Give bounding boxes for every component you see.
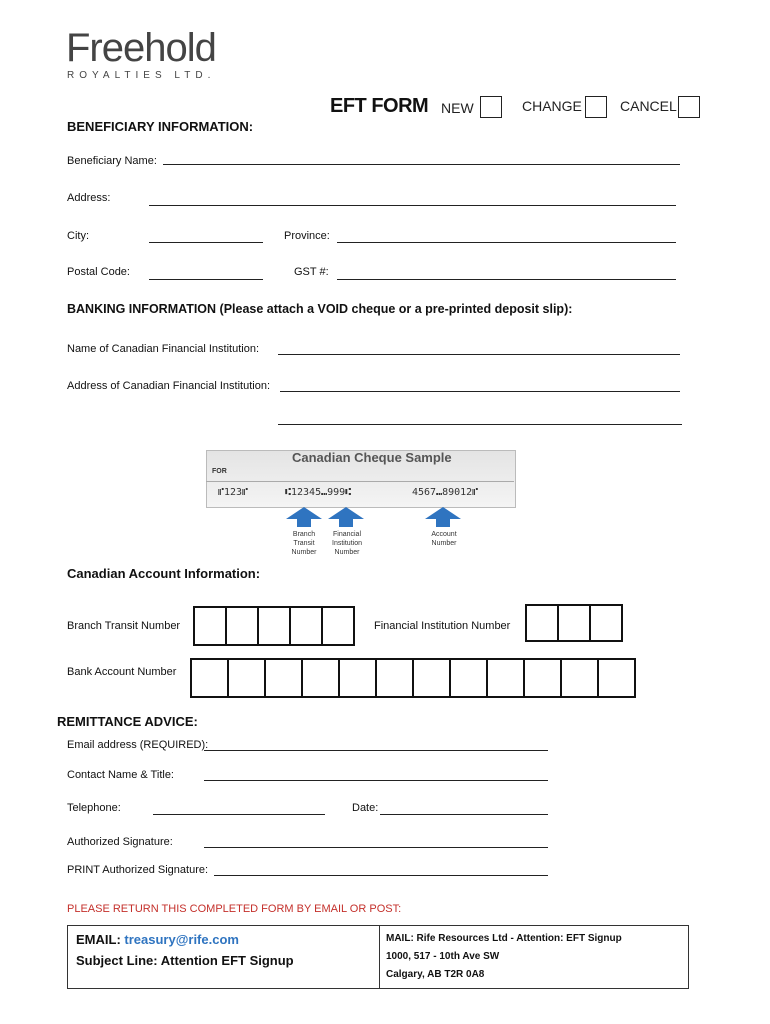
- digit-box[interactable]: [559, 606, 591, 640]
- signature-label: Authorized Signature:: [67, 836, 173, 848]
- digit-box[interactable]: [377, 660, 414, 696]
- postal-code-label: Postal Code:: [67, 266, 130, 278]
- mail-line-1: MAIL: Rife Resources Ltd - Attention: EFT Signup: [386, 933, 622, 944]
- bank-account-boxes[interactable]: [190, 658, 636, 698]
- caption-financial-institution: Financial Institution Number: [332, 531, 362, 556]
- arrow-up-icon: [286, 507, 322, 519]
- option-cancel-label: CANCEL: [620, 98, 677, 114]
- digit-box[interactable]: [591, 606, 621, 640]
- signature-field[interactable]: [204, 847, 548, 848]
- digit-box[interactable]: [227, 608, 259, 644]
- digit-box[interactable]: [562, 660, 599, 696]
- gst-label: GST #:: [294, 266, 329, 278]
- print-signature-label: PRINT Authorized Signature:: [67, 864, 209, 876]
- email-label: Email address (REQUIRED):: [67, 739, 209, 751]
- beneficiary-name-field[interactable]: [163, 164, 680, 165]
- digit-box[interactable]: [527, 606, 559, 640]
- banking-heading: BANKING INFORMATION (Please attach a VOID cheque or a pre-printed deposit slip):: [67, 302, 573, 316]
- institution-address-label: Address of Canadian Financial Institution:: [67, 380, 271, 392]
- contact-field[interactable]: [204, 780, 548, 781]
- form-title: EFT FORM: [330, 95, 429, 117]
- digit-box[interactable]: [259, 608, 291, 644]
- cheque-sample-title: Canadian Cheque Sample: [292, 450, 452, 465]
- institution-name-label: Name of Canadian Financial Institution:: [67, 343, 259, 355]
- digit-box[interactable]: [266, 660, 303, 696]
- option-new-label: NEW: [441, 100, 474, 116]
- return-info-box: [67, 925, 689, 989]
- email-field[interactable]: [204, 750, 548, 751]
- cheque-for-label: FOR: [212, 468, 227, 475]
- return-notice: PLEASE RETURN THIS COMPLETED FORM BY EMAIL OR POST:: [67, 903, 402, 915]
- cheque-micr-account: 4567⑉89012⑈: [412, 487, 479, 498]
- mail-section: [380, 926, 688, 988]
- option-change-checkbox[interactable]: [585, 96, 607, 118]
- city-label: City:: [67, 230, 89, 242]
- arrow-stem: [297, 519, 311, 527]
- arrow-stem: [339, 519, 353, 527]
- mail-line-3: Calgary, AB T2R 0A8: [386, 969, 485, 980]
- account-heading: Canadian Account Information:: [67, 566, 261, 581]
- institution-number-boxes[interactable]: [525, 604, 623, 642]
- digit-box[interactable]: [303, 660, 340, 696]
- caption-branch-transit: Branch Transit Number: [291, 531, 317, 556]
- option-cancel-checkbox[interactable]: [678, 96, 700, 118]
- telephone-field[interactable]: [153, 814, 325, 815]
- digit-box[interactable]: [340, 660, 377, 696]
- bank-account-label: Bank Account Number: [67, 666, 177, 678]
- province-field[interactable]: [337, 242, 676, 243]
- return-subject-line: Subject Line: Attention EFT Signup: [76, 953, 294, 968]
- digit-box[interactable]: [599, 660, 634, 696]
- date-field[interactable]: [380, 814, 548, 815]
- digit-box[interactable]: [488, 660, 525, 696]
- digit-box[interactable]: [229, 660, 266, 696]
- digit-box[interactable]: [451, 660, 488, 696]
- digit-box[interactable]: [192, 660, 229, 696]
- address-label: Address:: [67, 192, 111, 204]
- digit-box[interactable]: [195, 608, 227, 644]
- email-section: [68, 926, 380, 988]
- gst-field[interactable]: [337, 279, 676, 280]
- option-new-checkbox[interactable]: [480, 96, 502, 118]
- arrow-up-icon: [425, 507, 461, 519]
- province-label: Province:: [284, 230, 330, 242]
- cheque-divider: [206, 481, 514, 482]
- address-field[interactable]: [149, 205, 676, 206]
- beneficiary-name-label: Beneficiary Name:: [67, 155, 157, 167]
- mail-line-2: 1000, 517 - 10th Ave SW: [386, 951, 500, 962]
- branch-transit-boxes[interactable]: [193, 606, 355, 646]
- company-logo-subtitle: ROYALTIES LTD.: [67, 70, 216, 81]
- digit-box[interactable]: [291, 608, 323, 644]
- company-logo: Freehold: [66, 26, 216, 70]
- institution-address-field[interactable]: [280, 391, 680, 392]
- digit-box[interactable]: [414, 660, 451, 696]
- return-email-label: EMAIL:: [76, 932, 121, 947]
- city-field[interactable]: [149, 242, 263, 243]
- branch-transit-label: Branch Transit Number: [67, 620, 181, 632]
- beneficiary-heading: BENEFICIARY INFORMATION:: [67, 119, 254, 134]
- date-label: Date:: [352, 802, 379, 814]
- contact-label: Contact Name & Title:: [67, 769, 174, 781]
- institution-address-field-2[interactable]: [278, 424, 682, 425]
- return-email-link[interactable]: treasury@rife.com: [124, 932, 239, 947]
- caption-account: Account Number: [431, 531, 457, 547]
- remittance-heading: REMITTANCE ADVICE:: [57, 714, 198, 729]
- institution-number-label: Financial Institution Number: [374, 620, 511, 632]
- option-change-label: CHANGE: [522, 98, 582, 114]
- cheque-micr-branch: ⑈123⑈: [218, 487, 249, 498]
- arrow-up-icon: [328, 507, 364, 519]
- postal-code-field[interactable]: [149, 279, 263, 280]
- print-signature-field[interactable]: [214, 875, 548, 876]
- digit-box[interactable]: [525, 660, 562, 696]
- cheque-micr-institution: ⑆12345⑉999⑆: [285, 487, 352, 498]
- digit-box[interactable]: [323, 608, 353, 644]
- arrow-stem: [436, 519, 450, 527]
- telephone-label: Telephone:: [67, 802, 121, 814]
- institution-name-field[interactable]: [278, 354, 680, 355]
